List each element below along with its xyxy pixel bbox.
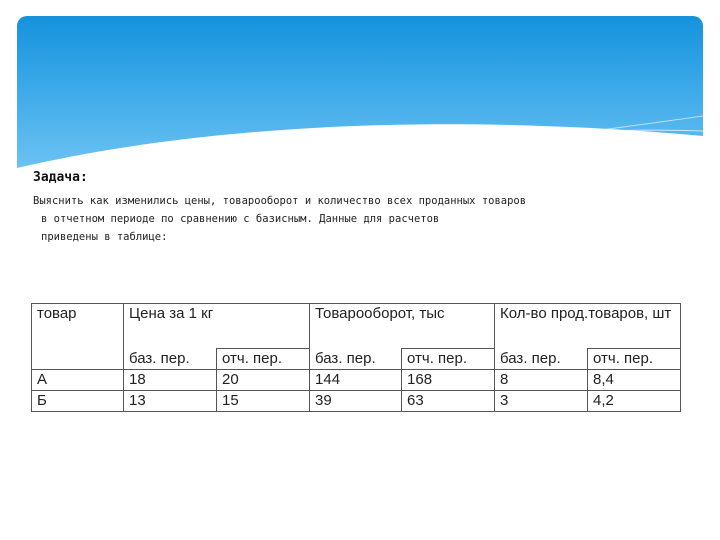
task-description	[33, 192, 693, 246]
cell-value: 20	[217, 370, 310, 391]
subheader-price-base: баз. пер.	[124, 349, 217, 370]
cell-value: 8,4	[588, 370, 681, 391]
subheader-turnover-base: баз. пер.	[310, 349, 402, 370]
cell-value: 39	[310, 391, 402, 412]
task-line-3: приведены в таблице:	[41, 231, 168, 243]
cell-value: 13	[124, 391, 217, 412]
subheader-turnover-report: отч. пер.	[402, 349, 495, 370]
header-price: Цена за 1 кг	[124, 304, 310, 349]
wave-decoration	[17, 16, 703, 168]
header-item: товар	[32, 304, 124, 349]
subheader-price-report: отч. пер.	[217, 349, 310, 370]
cell-value: 8	[495, 370, 588, 391]
cell-value: 4,2	[588, 391, 681, 412]
slide-header-banner	[17, 16, 703, 168]
cell-value: 144	[310, 370, 402, 391]
table-row	[32, 370, 681, 391]
cell-value: 63	[402, 391, 495, 412]
cell-value: 168	[402, 370, 495, 391]
row-name: А	[32, 370, 124, 391]
table-row	[32, 391, 681, 412]
table-subheader-row	[32, 349, 681, 370]
subheader-quantity-base: баз. пер.	[495, 349, 588, 370]
task-line-1: Выяснить как изменились цены, товарооборот и количество всех проданных товаров	[33, 195, 527, 207]
cell-value: 15	[217, 391, 310, 412]
task-title: Задача:	[33, 170, 88, 185]
task-line-2: в отчетном периоде по сравнению с базисным. Данные для расчетов	[41, 213, 440, 225]
header-quantity: Кол-во прод.товаров, шт	[495, 304, 681, 349]
data-table	[31, 303, 681, 412]
row-name: Б	[32, 391, 124, 412]
subheader-quantity-report: отч. пер.	[588, 349, 681, 370]
subheader-empty	[32, 349, 124, 370]
table-header-row	[32, 304, 681, 349]
cell-value: 3	[495, 391, 588, 412]
header-turnover: Товарооборот, тыс	[310, 304, 495, 349]
cell-value: 18	[124, 370, 217, 391]
